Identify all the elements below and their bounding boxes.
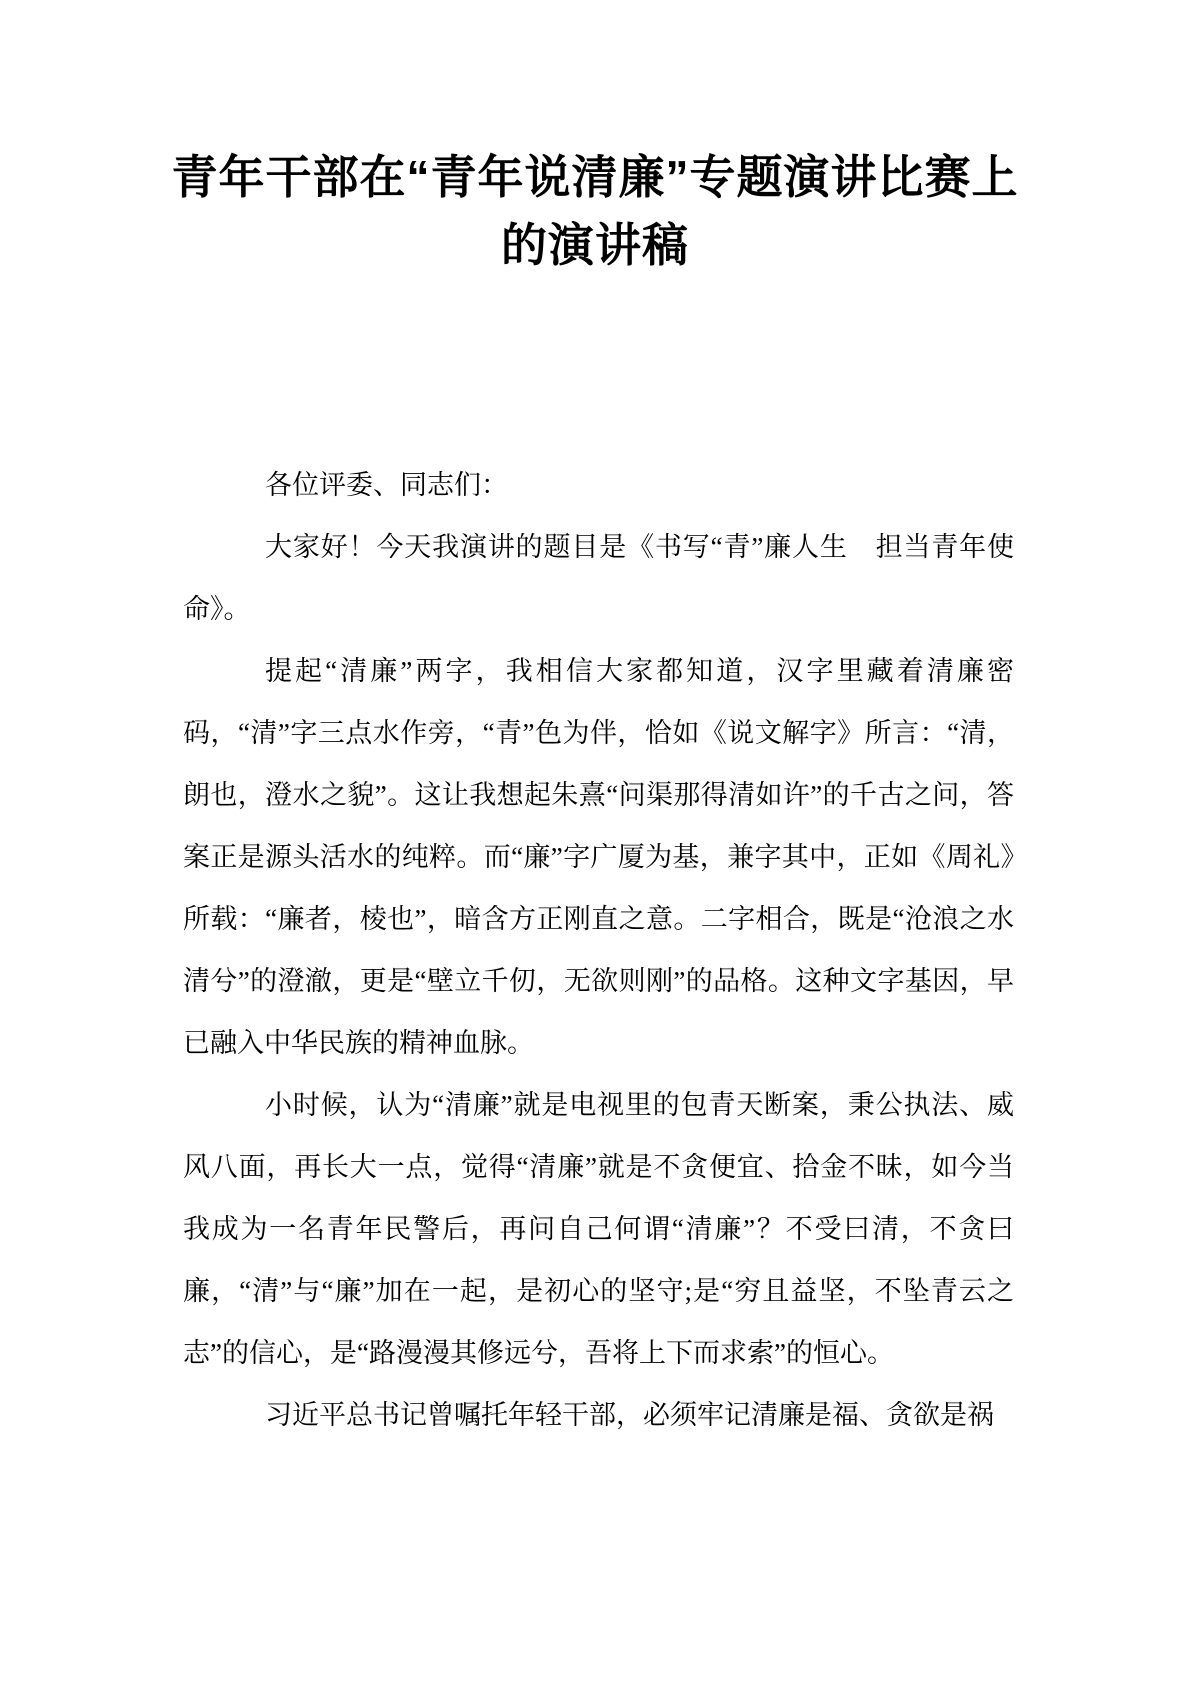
paragraph-personal-understanding: 小时候，认为“清廉”就是电视里的包青天断案，秉公执法、威风八面，再长大一点，觉得“清廉”就是不贪便宜、拾金不昧，如今当我成为一名青年民警后，再问自己何谓“清廉”？不受曰清，不贪曰廉，“清”与“廉”加在一起，是初心的坚守;是“穷且益坚，不坠青云之志”的信心，是“路漫漫其修远兮，吾将上下而求索”的恒心。 (183, 1090, 1014, 1368)
paragraph-greeting-topic: 大家好！今天我演讲的题目是《书写“青”廉人生 担当青年使命》。 (183, 532, 1014, 624)
document-title (75, 143, 1115, 279)
document-title-line-2: 的演讲稿 (501, 219, 689, 271)
document-title-line-1: 青年干部在“青年说清廉”专题演讲比赛上 (171, 151, 1019, 203)
document-body (183, 454, 1014, 1446)
paragraph-salutation: 各位评委、同志们： (265, 470, 508, 500)
paragraph-xi-jinping-exhortation: 习近平总书记曾嘱托年轻干部，必须牢记清廉是福、贪欲是祸 (265, 1400, 994, 1430)
paragraph-character-origin: 提起“清廉”两字，我相信大家都知道，汉字里藏着清廉密码，“清”字三点水作旁，“青”色为伴，恰如《说文解字》所言：“清，朗也，澄水之貌”。这让我想起朱熹“问渠那得清如许”的千古之问，答案正是源头活水的纯粹。而“廉”字广厦为基，兼字其中，正如《周礼》所载：“廉者，棱也”，暗含方正刚直之意。二字相合，既是“沧浪之水清兮”的澄澈，更是“壁立千仞，无欲则刚”的品格。这种文字基因，早已融入中华民族的精神血脉。 (183, 656, 1014, 1058)
